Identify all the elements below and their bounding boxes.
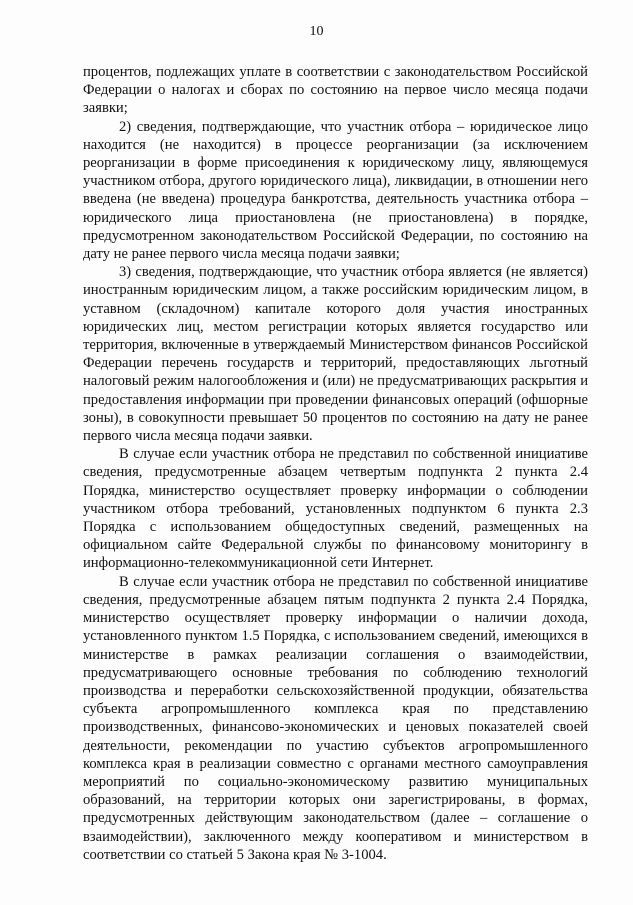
paragraph-1: процентов, подлежащих уплате в соответствии с законодательством Российской Федерации о налогах и сборах по состоянию на первое число месяца подачи заявки;: [83, 64, 588, 117]
paragraph-2: 2) сведения, подтверждающие, что участник отбора – юридическое лицо находится (не находится) в процессе реорганизации (за исключением реорганизации в форме присоединения к юридическому лицу, являющемуся участником отбора, другого юридического лица), ликвидации, в отношении него введена (не введена) процедура банкротства, деятельность участника отбора – юридического лица приостановлена (не приостановлена) в порядке, предусмотренном законодательством Российской Федерации, по состоянию на дату не ранее первого числа месяца подачи заявки;: [83, 118, 588, 263]
document-body: [83, 63, 588, 864]
paragraph-4: В случае если участник отбора не представил по собственной инициативе сведения, предусмотренные абзацем четвертым подпункта 2 пункта 2.4 Порядка, министерство осуществляет проверку информации о соблюдении участником отбора требований, установленных подпунктом 6 пункта 2.3 Порядка с использованием общедоступных сведений, размещенных на официальном сайте Федеральной службы по финансовому мониторингу в информационно-телекоммуникационной сети Интернет.: [83, 446, 588, 572]
paragraph-5: В случае если участник отбора не представил по собственной инициативе сведения, предусмотренные абзацем пятым подпункта 2 пункта 2.4 Порядка, министерство осуществляет проверку информации о наличии дохода, установленного пунктом 1.5 Порядка, с использованием сведений, имеющихся в министерстве в рамках реализации соглашения о взаимодействии, предусматривающего основные требования по соблюдению технологий производства и переработки сельскохозяйственной продукции, обязательства субъекта агропромышленного комплекса края по представлению производственных, финансово-экономических и ценовых показателей своей деятельности, рекомендации по участию субъектов агропромышленного комплекса края в реализации совместно с органами местного самоуправления мероприятий по социально-экономическому развитию муниципальных образований, на территории которых они зарегистрированы, в формах, предусмотренных действующим законодательством (далее – соглашение о взаимодействии), заключенного между кооперативом и министерством в соответствии со статьей 5 Закона края № 3-1004.: [83, 573, 588, 863]
paragraph-3: 3) сведения, подтверждающие, что участник отбора является (не является) иностранным юридическим лицом, а также российским юридическим лицом, в уставном (складочном) капитале которого доля участия иностранных юридических лиц, местом регистрации которых является государство или территория, включенные в утверждаемый Министерством финансов Российской Федерации перечень государств и территорий, предоставляющих льготный налоговый режим налогообложения и (или) не предусматривающих раскрытия и предоставления информации при проведении финансовых операций (офшорные зоны), в совокупности превышает 50 процентов по состоянию на дату не ранее первого числа месяца подачи заявки.: [83, 264, 588, 445]
page-number: 10: [309, 24, 324, 39]
